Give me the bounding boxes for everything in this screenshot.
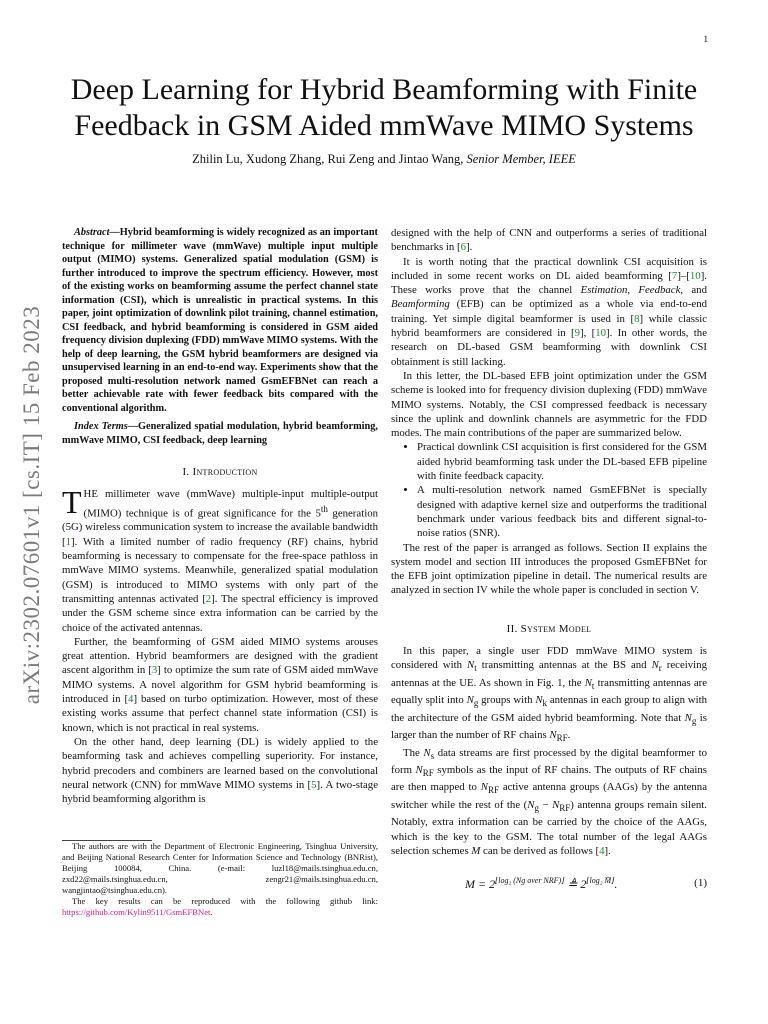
citation-link[interactable]: 6	[460, 241, 466, 254]
math-subscript: g	[691, 715, 697, 726]
text-run: Further, the beamforming of GSM aided MIMO systems arouses great attention. Hybrid beamformers are designed with the gradient ascent algorithm in [	[62, 635, 378, 677]
text-run: It is worth noting that the practical downlink CSI acquisition is included in some recent works on DL aided beamforming [	[391, 255, 707, 282]
equation-number: (1)	[694, 876, 707, 889]
text-run: The key results can be reproduced with the following github link:	[72, 896, 378, 907]
intro-paragraph-5: In this letter, the DL-based EFB joint optimization under the GSM scheme is looked into for frequency division duplexing (FDD) mmWave MIMO systems. Notably, the CSI compressed feedback is necessary since the uplink and downlink channels are asymmetric for the FDD modes. The main contributions of the paper are summarized below.	[391, 369, 707, 440]
text-run: symbols as the input of RF chains. The outputs of RF chains are then mapped to	[391, 764, 708, 794]
intro-paragraph-3-continued	[391, 226, 707, 255]
equation-exponent: ⌊log₂ (Ng over NRF)⌋	[495, 876, 565, 886]
citation-link[interactable]: 1	[65, 535, 72, 548]
footnote-code-link	[62, 896, 378, 918]
citation-link[interactable]: 10	[595, 327, 607, 340]
footnote-affiliation: The authors are with the Department of Electronic Engineering, Tsinghua University, and Beijing National Research Center for Information Science and Technology (BNRist), Beijing 100084, China. (e-mail: luzl18@mails.tsinghua.edu.cn, zxd22@mails.tsinghua.edu.cn, zengr21@mails.tsinghua.edu.cn, wangjintao@tsinghua.edu.cn).	[62, 841, 378, 896]
text-run: groups with	[478, 694, 536, 707]
text-run: ] to optimize the sum rate of GSM aided mmWave MIMO systems. A novel algorithm for GSM hybrid beamforming is introduced in [	[62, 664, 378, 706]
text-run: .	[210, 907, 213, 918]
text-run: ]. The spectral efficiency is improved under the GSM scheme since extra information can be carried by the choice of the activated antennas.	[62, 592, 378, 634]
index-terms-lead: Index Terms	[74, 421, 128, 432]
math-symbol: N	[466, 694, 474, 707]
text-run: The	[403, 746, 424, 759]
text-run: is larger than the number of RF chains	[391, 711, 707, 742]
left-column	[62, 226, 378, 918]
citation-link[interactable]: 4	[599, 844, 605, 857]
intro-paragraph-3	[62, 735, 378, 806]
equation-1	[391, 874, 707, 891]
math-subscript: s	[430, 750, 435, 761]
math-symbol: N	[467, 659, 475, 672]
math-subscript: RF	[422, 768, 434, 779]
text-run: ] while classic hybrid beamformers are considered in [	[391, 312, 707, 340]
text-run: ]–[	[677, 269, 690, 282]
paper-title: Deep Learning for Hybrid Beamforming with Finite Feedback in GSM Aided mmWave MIMO Systems	[70, 73, 698, 142]
emphasis: Feedback	[638, 284, 681, 297]
citation-link[interactable]: 4	[128, 693, 134, 706]
citation-link[interactable]: 10	[689, 269, 701, 282]
contribution-list	[391, 440, 707, 540]
citation-link[interactable]: 7	[671, 269, 678, 282]
text-run: receiving antennas at the UE. As shown in Fig. 1, the	[391, 659, 707, 689]
citation-link[interactable]: 9	[574, 327, 581, 340]
drop-cap: T	[62, 484, 82, 521]
text-run: In this paper, a single user FDD mmWave MIMO system is considered with	[391, 645, 707, 672]
superscript: th	[320, 503, 328, 514]
text-run: active antenna groups (AAGs) by the antenna switcher while the rest of the (	[391, 781, 707, 811]
text-run: designed with the help of CNN and outperforms a series of traditional benchmarks in [	[391, 227, 707, 254]
author-list	[58, 152, 710, 167]
right-column	[391, 226, 707, 892]
text-run: HE millimeter wave (mmWave) multiple-input multiple-output (MIMO) technique is of great significance for the 5	[83, 488, 378, 520]
equation-body	[465, 874, 617, 891]
math-subscript: g	[534, 803, 539, 814]
text-run: ], [	[580, 327, 596, 340]
math-symbol: N	[423, 746, 431, 759]
equation-end: .	[614, 877, 618, 892]
math-subscript: RF	[487, 785, 499, 796]
abstract-lead: Abstract	[74, 227, 110, 238]
arxiv-stamp	[12, 285, 52, 725]
system-model-paragraph-2	[391, 746, 707, 859]
intro-paragraph-4	[391, 255, 707, 369]
math-symbol: N	[480, 781, 488, 794]
math-symbol: N	[684, 711, 692, 724]
text-run: ]. In other words, the research on DL-based GSM beamforming with downlink CSI obtainment is still lacking.	[391, 327, 707, 368]
citation-link[interactable]: 3	[151, 664, 158, 677]
equation-exponent: ⌊log₂ M̄⌋	[586, 876, 615, 886]
contribution-item: • Practical downlink CSI acquisition is first considered for the GSM aided hybrid beamforming task under the DL-based EFB pipeline with finite feedback capacity.	[417, 440, 707, 483]
system-model-paragraph-1	[391, 644, 707, 746]
author-names: Zhilin Lu, Xudong Zhang, Rui Zeng and Jintao Wang,	[192, 152, 464, 166]
text-run: (EFB) can be optimized as a whole via end-to-end training. Yet simple digital beamformer is used in [	[391, 298, 707, 325]
text-run: ,	[627, 284, 639, 297]
math-subscript: t	[474, 663, 477, 674]
math-symbol: N	[535, 694, 543, 707]
text-run: ]. With a limited number of radio frequency (RF) chains, hybrid beamforming is necessary to compensate for the free-space pathloss in mmWave MIMO systems. Meanwhile, generalized spatial modulation (GSM) is introduced to MIMO systems with only part of the transmitting antennas activated [	[62, 535, 378, 605]
text-run: .	[567, 729, 571, 742]
citation-link[interactable]: 8	[634, 312, 640, 325]
page-number: 1	[703, 34, 708, 44]
math-symbol: N	[651, 659, 659, 672]
text-run: ]. These works prove that the channel	[391, 269, 707, 297]
text-run: On the other hand, deep learning (DL) is widely applied to the beamforming task and achieves compelling superiority. For instance, hybrid precoders and combiners are learned based on the convolutional neural network (CNN) for mmWave MIMO systems in [	[62, 735, 378, 791]
emphasis: Beamforming	[391, 298, 450, 311]
math-subscript: g	[473, 698, 479, 709]
text-run: ].	[604, 844, 611, 857]
math-subscript: k	[542, 698, 548, 709]
author-membership: Senior Member, IEEE	[466, 152, 576, 166]
citation-link[interactable]: 2	[205, 592, 212, 605]
intro-paragraph-2	[62, 635, 378, 735]
github-link[interactable]: https://github.com/Kylin9511/GsmEFBNet	[62, 907, 211, 918]
math-subscript: RF	[559, 803, 571, 814]
text-run: transmitting antennas are equally split into	[391, 676, 707, 707]
index-terms-text: —Generalized spatial modulation, hybrid beamforming, mmWave MIMO, CSI feedback, deep learning	[62, 421, 378, 446]
section-heading-introduction: I. Introduction	[182, 466, 258, 478]
math-subscript: r	[658, 663, 662, 674]
contribution-item: • A multi-resolution network named GsmEFBNet is specially designed with adaptive kernel size and outperforms the traditional benchmark under various feedback bits and different signal-to-noise ratios (SNR).	[417, 483, 707, 540]
math-symbol: N	[584, 676, 592, 689]
intro-paragraph-6: The rest of the paper is arranged as follows. Section II explains the system model and section III introduces the proposed GsmEFBNet for the EFB joint optimization pipeline in detail. The numerical results are analyzed in section IV while the whole paper is concluded in section V.	[391, 541, 707, 597]
text-run: −	[538, 798, 553, 811]
section-heading-system-model: II. System Model	[506, 622, 592, 635]
arxiv-stamp-text: arXiv:2302.07601v1 [cs.IT] 15 Feb 2023	[19, 305, 45, 705]
text-run: ] based on turbo optimization. However, most of these existing works assume that perfect channel state information (CSI) is known, which is not practical in real systems.	[62, 693, 378, 734]
text-run: , and	[680, 284, 707, 297]
text-run: generation (5G) wireless communication system to increase the available bandwidth [	[62, 507, 379, 548]
math-subscript: RF	[556, 733, 568, 744]
citation-link[interactable]: 5	[311, 778, 317, 791]
text-run: ]. A two-stage hybrid beamforming algorithm is	[62, 778, 378, 806]
text-run: transmitting antennas at the BS and	[476, 659, 652, 672]
math-symbol: M	[471, 844, 481, 857]
text-run: ].	[465, 241, 473, 254]
text-run: data streams are first processed by the digital beamformer to form	[391, 746, 707, 777]
abstract	[62, 226, 378, 415]
text-run: can be derived as follows [	[480, 844, 600, 857]
text-run: antennas in each group to align with the architecture of the GSM aided hybrid beamforming. Note that	[391, 694, 708, 724]
math-symbol: N	[415, 764, 423, 777]
equation-definition: ≜ 2	[564, 877, 587, 892]
equation-lhs: M = 2	[465, 877, 496, 892]
math-symbol: N	[549, 729, 557, 742]
math-subscript: t	[591, 680, 595, 691]
math-symbol: N	[527, 798, 535, 811]
index-terms	[62, 420, 378, 447]
abstract-text: —Hybrid beamforming is widely recognized as an important technique for millimeter wave (mmWave) multiple input multiple output (MIMO) systems. Generalized spatial modulation (GSM) is further introduced to improve the spectrum efficiency. However, most of the existing works on beamforming assume the perfect channel state information (CSI), which is unrealistic in practical systems. In this paper, joint optimization of downlink pilot training, channel estimation, CSI feedback, and hybrid beamforming is considered in GSM aided frequency division duplexing (FDD) mmWave MIMO systems. With the help of deep learning, the GSM hybrid beamformers are designed via unsupervised learning in an end-to-end way. Experiments show that the proposed multi-resolution network named GsmEFBNet can reach a better achievable rate with fewer feedback bits compared with the conventional algorithm.	[62, 227, 378, 414]
emphasis: Estimation	[580, 284, 628, 297]
math-symbol: N	[552, 798, 560, 811]
text-run: ) antenna groups remain silent. Notably, extra information can be carried by the choice of the AAGs, which is the key to the GSM. The total number of the legal AAGs selection schemes	[391, 798, 707, 857]
intro-paragraph-1	[62, 484, 379, 635]
